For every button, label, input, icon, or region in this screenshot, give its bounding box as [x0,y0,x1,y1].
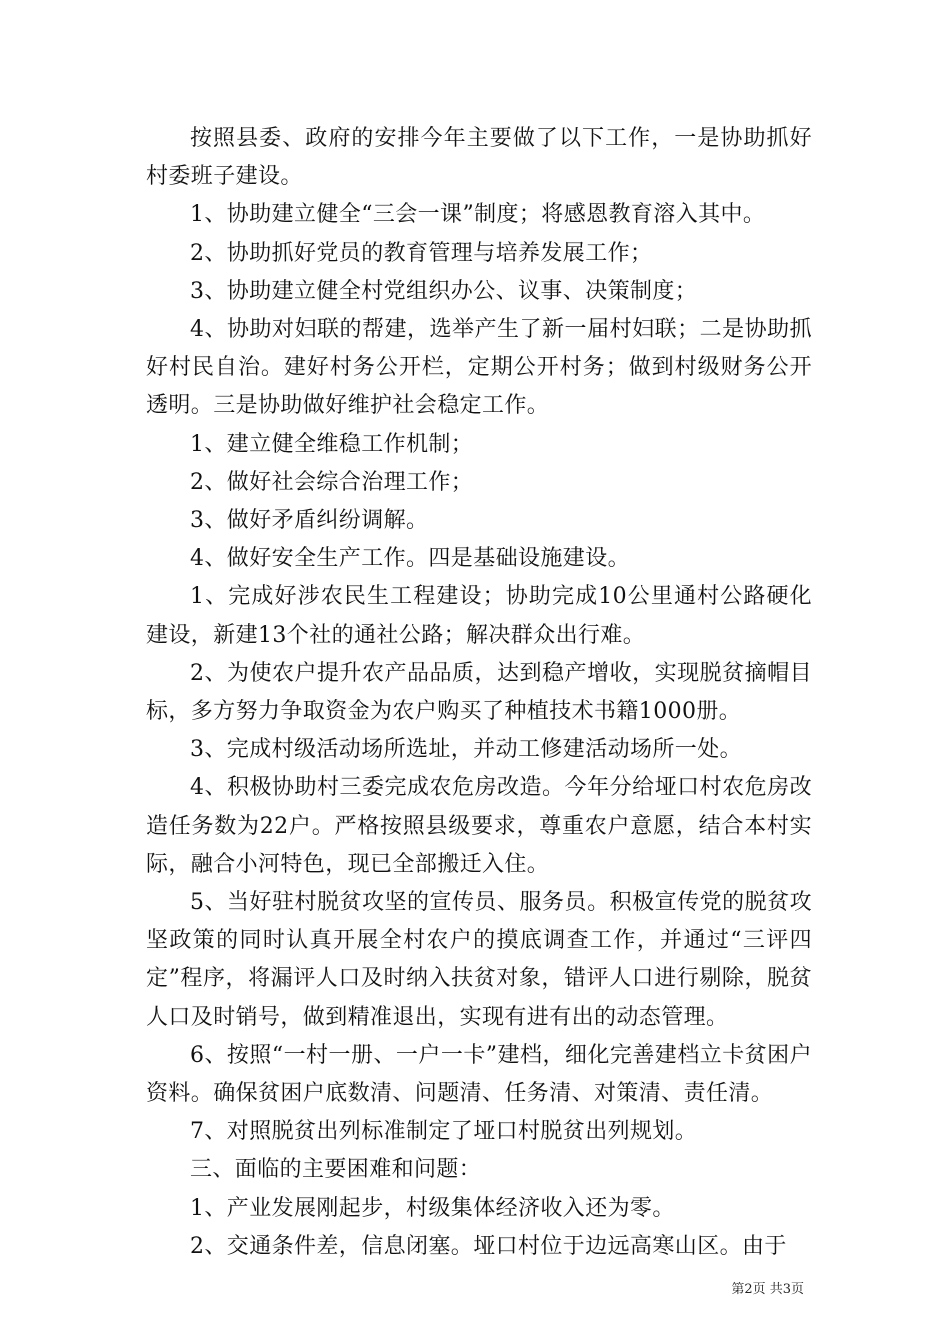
paragraph: 2、交通条件差，信息闭塞。垭口村位于边远高寒山区。由于 [190,1233,787,1259]
paragraph: 3、做好矛盾纠纷调解。 [190,508,429,534]
paragraph: 5、当好驻村脱贫攻坚的宣传员、服务员。积极宣传党的脱贫攻坚政策的同时认真开展全村农户的摸底调查工作，并通过“三评四定”程序，将漏评人口及时纳入扶贫对象，错评人口进行剔除，脱贫人口及时销号，做到精准退出，实现有进有出的动态管理。 [146,890,812,1030]
paragraph: 4、积极协助村三委完成农危房改造。今年分给垭口村农危房改造任务数为22户。严格按照县级要求，尊重农户意愿，结合本村实际，融合小河特色，现已全部搬迁入住。 [146,775,812,877]
paragraph: 6、按照“一村一册、一户一卡”建档，细化完善建档立卡贫困户资料。确保贫困户底数清、问题清、任务清、对策清、责任清。 [146,1042,812,1107]
section-heading: 三、面临的主要困难和问题： [190,1157,482,1183]
paragraph: 2、为使农户提升农产品品质，达到稳产增收，实现脱贫摘帽目标，多方努力争取资金为农户购买了种植技术书籍1000册。 [146,660,812,725]
paragraph: 3、完成村级活动场所选址，并动工修建活动场所一处。 [190,737,742,763]
paragraph: 1、建立健全维稳工作机制； [190,431,474,457]
paragraph: 4、协助对妇联的帮建，选举产生了新一届村妇联；二是协助抓好村民自治。建好村务公开栏，定期公开村务；做到村级财务公开透明。三是协助做好维护社会稳定工作。 [146,317,812,419]
paragraph: 按照县委、政府的安排今年主要做了以下工作，一是协助抓好村委班子建设。 [146,126,812,190]
paragraph: 1、协助建立健全“三会一课”制度；将感恩教育溶入其中。 [190,202,766,228]
paragraph: 1、产业发展刚起步，村级集体经济收入还为零。 [190,1195,675,1221]
paragraph: 2、做好社会综合治理工作； [190,469,474,495]
paragraph: 4、做好安全生产工作。四是基础设施建设。 [190,546,630,572]
paragraph: 7、对照脱贫出列标准制定了垭口村脱贫出列规划。 [190,1119,698,1145]
document-body [146,120,812,1266]
paragraph: 1、完成好涉农民生工程建设；协助完成10公里通村公路硬化建设，新建13个社的通社公路；解决群众出行难。 [146,584,812,648]
paragraph: 2、协助抓好党员的教育管理与培养发展工作； [190,240,653,266]
page-number-footer: 第2页 共3页 [731,1282,804,1297]
paragraph: 3、协助建立健全村党组织办公、议事、决策制度； [190,278,698,304]
